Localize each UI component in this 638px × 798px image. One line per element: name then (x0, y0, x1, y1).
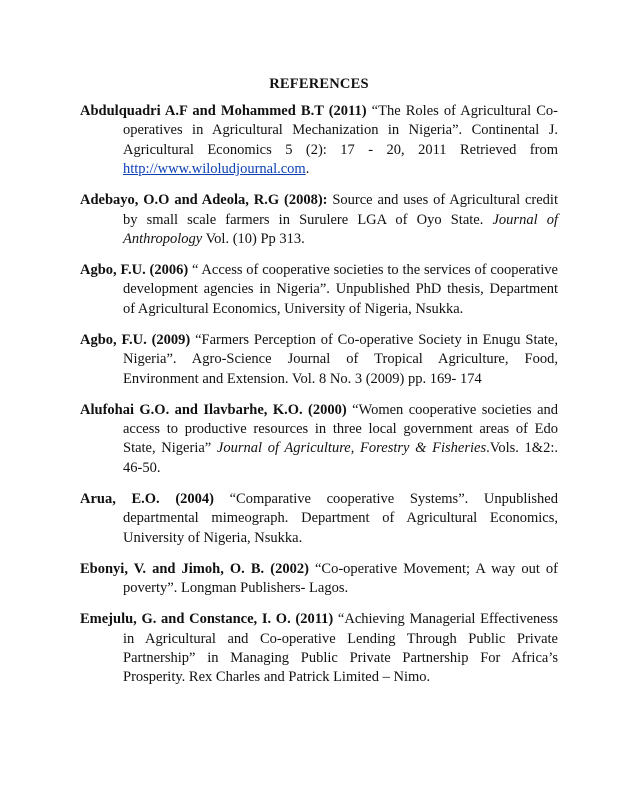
reference-text: “The Roles of Agricultural Co-operatives in Agricultural Mechanization in Nigeria”. Continental J. Agricultural Economics 5 (2): 17 - 20, 2011 Retrieved from (123, 103, 558, 158)
reference-text: “ Access of cooperative societies to the services of cooperative development agencies in Nigeria”. Unpublished PhD thesis, Department of Agricultural Economics, University of Nigeria, Nsukka. (123, 262, 558, 317)
reference-entry (80, 401, 558, 479)
reference-authors: Emejulu, G. and Constance, I. O. (2011) (80, 611, 334, 628)
reference-authors: Abdulquadri A.F and Mohammed B.T (2011) (80, 103, 367, 119)
reference-link[interactable]: http://www.wiloludjournal.com (123, 161, 306, 178)
reference-text-end: Vol. (10) Pp 313. (202, 231, 305, 248)
reference-authors: Agbo, F.U. (2006) (80, 262, 189, 279)
reference-text-end: .Vols. 1&2:. 46-50. (123, 440, 558, 476)
reference-text: “Achieving Managerial Effectiveness in Agricultural and Co-operative Lending Through Public Private Partnership” in Managing Public Private Partnership For Africa’s Prosperity. Rex Charles and Patrick Limited – Nimo. (123, 611, 558, 686)
reference-entry (80, 560, 558, 599)
reference-authors: Ebonyi, V. and Jimoh, O. B. (2002) (80, 560, 309, 577)
reference-entry (80, 610, 558, 688)
reference-list (80, 102, 558, 699)
reference-authors: Alufohai G.O. and Ilavbarhe, K.O. (2000) (80, 401, 347, 418)
reference-authors: Agbo, F.U. (2009) (80, 331, 191, 348)
reference-entry (80, 490, 558, 548)
reference-authors: Arua, E.O. (2004) (80, 490, 214, 507)
reference-text: “Co-operative Movement; A way out of poverty”. Longman Publishers- Lagos. (123, 560, 558, 597)
reference-text-end: . (305, 161, 310, 178)
reference-entry (80, 191, 558, 249)
reference-entry (80, 261, 558, 319)
reference-text: “Women cooperative societies and access to productive resources in three local government areas of Edo State, Nigeria” (123, 401, 559, 457)
reference-journal: Journal of Agriculture, Forestry & Fisheries (216, 440, 487, 457)
reference-text: “Farmers Perception of Co-operative Society in Enugu State, Nigeria”. Agro-Science Journal of Tropical Agriculture, Food, Environment and Extension. Vol. 8 No. 3 (2009) pp. 169- 174 (123, 331, 558, 387)
reference-authors: Adebayo, O.O and Adeola, R.G (2008): (80, 192, 328, 209)
reference-text: “Comparative cooperative Systems”. Unpublished departmental mimeograph. Department of Agricultural Economics, University of Nigeria, Nsukka. (123, 490, 558, 546)
reference-entry (80, 102, 558, 180)
page-title: REFERENCES (269, 76, 369, 92)
reference-journal: Journal of Anthropology (123, 211, 558, 248)
reference-text: Source and uses of Agricultural credit by small scale farmers in Surulere LGA of Oyo State. (123, 192, 558, 228)
reference-entry (80, 331, 558, 389)
